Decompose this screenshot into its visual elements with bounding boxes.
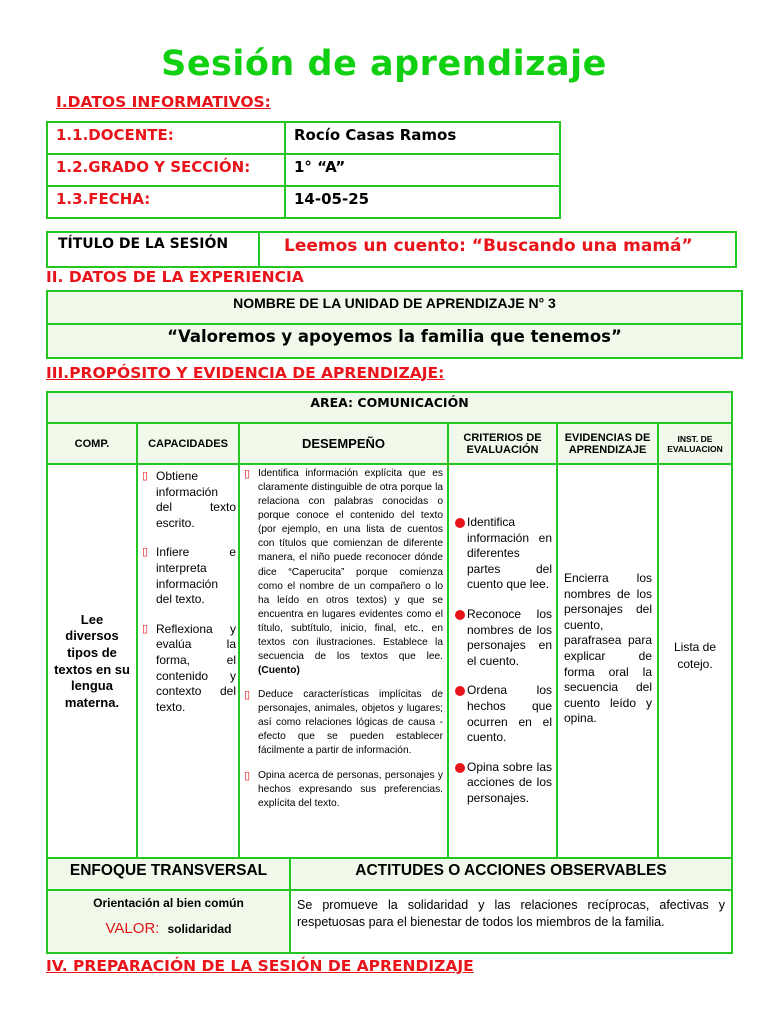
enfoque-name: Orientación al bien común: [93, 896, 244, 910]
criterio-text: Identifica información en diferentes partes del cuento que lee.: [467, 515, 552, 592]
section-heading-datos-informativos: I.DATOS INFORMATIVOS:: [56, 93, 271, 111]
page-title: Sesión de aprendizaje: [161, 44, 607, 84]
bullet-icon: [455, 686, 465, 696]
table-row: [47, 324, 742, 358]
list-item: [142, 469, 236, 531]
list-item: [455, 760, 552, 807]
desempeno-text: [258, 467, 443, 678]
col-instrumento: INST. DE EVALUACION: [658, 423, 732, 464]
criterio-text: Ordena los hechos que ocurren en el cuento.: [467, 683, 552, 745]
col-desempeno: DESEMPEÑO: [239, 423, 448, 464]
capacidad-text: Reflexiona y evalúa la forma, el contenido y contexto del texto.: [156, 621, 236, 714]
desempeno-text: Opina acerca de personas, personajes y hechos expresando sus preferencias. explícita del texto.: [258, 769, 443, 809]
checkbox-icon: ▯: [244, 769, 251, 782]
capacidad-text: Infiere e interpreta información del texto.: [156, 545, 236, 607]
grado-value: 1° “A”: [285, 154, 560, 186]
enfoque-cell: [47, 890, 290, 953]
criterios-cell: [448, 464, 557, 859]
valor-value: solidaridad: [167, 922, 232, 936]
list-item: [455, 607, 552, 669]
section-heading-proposito: III.PROPÓSITO Y EVIDENCIA DE APRENDIZAJE:: [46, 364, 445, 382]
checkbox-icon: ▯: [244, 468, 251, 480]
enfoque-table: [46, 857, 733, 954]
desempeno-tag: (Cuento): [258, 665, 300, 677]
titulo-sesion-value: Leemos un cuento: “Buscando una mamá”: [259, 232, 736, 267]
col-evidencias: EVIDENCIAS DE APRENDIZAJE: [557, 423, 658, 464]
titulo-sesion-label: TÍTULO DE LA SESIÓN: [47, 232, 259, 267]
list-item: [244, 769, 443, 811]
table-row: [47, 890, 732, 953]
enfoque-header: ENFOQUE TRANSVERSAL: [47, 858, 290, 890]
list-item: [142, 545, 236, 607]
area-table: [46, 391, 733, 860]
table-header-row: [47, 423, 732, 464]
desempeno-cell: [239, 464, 448, 859]
competencia-cell: Lee diversos tipos de textos en su lengua materna.: [47, 464, 137, 859]
table-row: [47, 232, 736, 267]
grado-label: 1.2.GRADO Y SECCIÓN:: [47, 154, 285, 186]
area-title: AREA: COMUNICACIÓN: [47, 392, 732, 423]
table-row: [47, 464, 732, 859]
unidad-header: NOMBRE DE LA UNIDAD DE APRENDIZAJE N° 3: [47, 291, 742, 324]
titulo-sesion-table: [46, 231, 737, 268]
bullet-icon: [455, 610, 465, 620]
list-item: [244, 467, 443, 678]
desempeno-body: Identifica información explícita que es claramente distinguible de otra porque la relaciona con palabras conocidas o porque conoce el contenido del texto (por ejemplo, en una lista de cuentos con títulos que comienzan de diferente manera, el niño puede reconocer dónde dice “Caperucita” porque comienza como el nombre de un compañero o lo ha leído en otros textos) y que se encuentra en lugares evidentes como el título, subtítulo, inicio, final, etc., en textos con ilustraciones. Establece la secuencia de los textos que lee.: [258, 468, 443, 663]
checkbox-icon: ▯: [142, 546, 149, 559]
capacidades-cell: [137, 464, 239, 859]
bullet-icon: [455, 518, 465, 528]
docente-label: 1.1.DOCENTE:: [47, 122, 285, 154]
list-item: [142, 622, 236, 716]
criterio-text: Reconoce los nombres de los personajes en el cuento.: [467, 606, 552, 668]
checkbox-icon: ▯: [142, 622, 149, 635]
col-comp: COMP.: [47, 423, 137, 464]
unidad-table: [46, 290, 743, 359]
docente-value: Rocío Casas Ramos: [285, 122, 560, 154]
actitud-cell: Se promueve la solidaridad y las relaciones recíprocas, afectivas y respetuosas para el bienestar de todos los miembros de la familia.: [290, 890, 732, 953]
section-heading-experiencia: II. DATOS DE LA EXPERIENCIA: [46, 268, 304, 286]
table-row: [47, 154, 560, 186]
instrumento-cell: Lista de cotejo.: [658, 464, 732, 859]
list-item: [455, 515, 552, 593]
list-item: [244, 688, 443, 758]
checkbox-icon: ▯: [142, 470, 149, 482]
criterio-text: Opina sobre las acciones de los personajes.: [467, 759, 552, 805]
unidad-value: “Valoremos y apoyemos la familia que tenemos”: [47, 324, 742, 358]
list-item: [455, 683, 552, 745]
valor-label: VALOR:: [105, 920, 160, 937]
section-heading-preparacion: IV. PREPARACIÓN DE LA SESIÓN DE APRENDIZAJE: [46, 957, 474, 975]
fecha-label: 1.3.FECHA:: [47, 186, 285, 218]
valor-line: [52, 920, 285, 937]
col-criterios: CRITERIOS DE EVALUACIÓN: [448, 423, 557, 464]
checkbox-icon: ▯: [244, 689, 251, 702]
evidencia-cell: Encierra los nombres de los personajes del cuento, parafrasea para explicar de forma oral la secuencia del cuento leído y opina.: [557, 464, 658, 859]
table-row: [47, 392, 732, 423]
col-capacidades: CAPACIDADES: [137, 423, 239, 464]
bullet-icon: [455, 763, 465, 773]
table-row: [47, 122, 560, 154]
datos-informativos-table: [46, 121, 561, 219]
table-header-row: [47, 858, 732, 890]
capacidad-text: Obtiene información del texto escrito.: [156, 469, 236, 530]
table-row: [47, 291, 742, 324]
actitudes-header: ACTITUDES O ACCIONES OBSERVABLES: [290, 858, 732, 890]
desempeno-text: Deduce características implícitas de personajes, animales, objetos y lugares; así como relaciones lógicas de causa - efecto que se pueden establecer fácilmente a partir de información.: [258, 689, 443, 757]
fecha-value: 14-05-25: [285, 186, 560, 218]
table-row: [47, 186, 560, 218]
